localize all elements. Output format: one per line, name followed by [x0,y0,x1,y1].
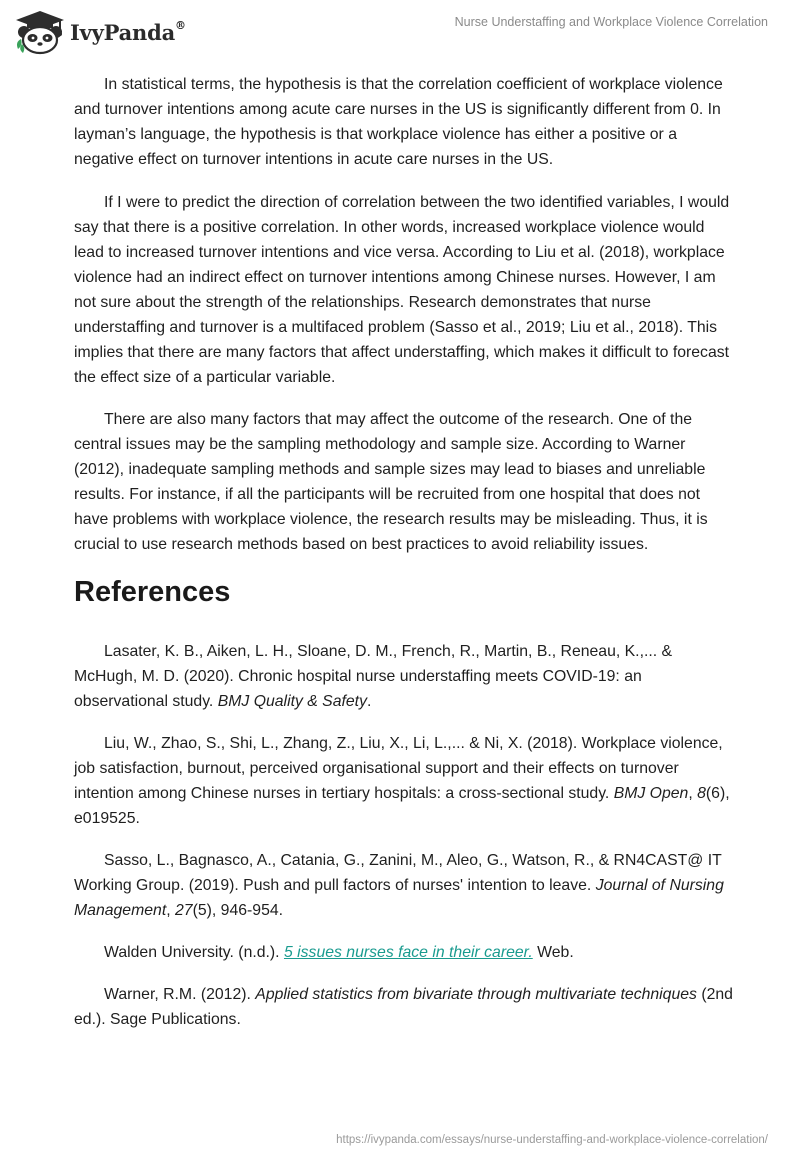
walden-article-link[interactable]: 5 issues nurses face in their career. [283,944,533,961]
document-title: Nurse Understaffing and Workplace Violence Correlation [454,15,768,29]
document-body [74,72,734,1049]
paragraph-factors: There are also many factors that may affect the outcome of the research. One of the central issues may be the sampling methodology and sample size. According to Warner (2012), inadequate sampling methods and sample sizes may lead to biases and unreliable results. For instance, if all the participants will be recruited from one hospital that does not have problems with workplace violence, the research results may be misleading. Thus, it is crucial to use research methods based on best practices to avoid reliability issues. [74,411,708,553]
reference-warner: Warner, R.M. (2012). Applied statistics from bivariate through multivariate techniques (2nd ed.). Sage Publications. [74,986,733,1028]
references-heading: References [74,576,231,608]
paragraph-hypothesis: In statistical terms, the hypothesis is that the correlation coefficient of workplace violence and turnover intentions among acute care nurses in the US is significantly different from 0. In layman’s language, the hypothesis is that workplace violence has either a positive or a negative effect on turnover intentions in acute care nurses in the US. [74,76,723,168]
paragraph-direction: If I were to predict the direction of correlation between the two identified variables, I would say that there is a positive correlation. In other words, increased workplace violence would lead to increased turnover intentions and vice versa. According to Liu et al. (2018), workplace violence had an indirect effect on turnover intentions among Chinese nurses. However, I am not sure about the strength of the relationships. Research demonstrates that nurse understaffing and turnover is a multifaced problem (Sasso et al., 2019; Liu et al., 2018). This implies that there are many factors that affect understaffing, which makes it difficult to forecast the effect size of a particular variable. [74,193,730,386]
reference-walden: Walden University. (n.d.). 5 issues nurses face in their career. Web. [104,944,574,961]
logo-text: IvyPanda® [70,18,186,45]
ivypanda-logo[interactable] [14,9,186,55]
source-url[interactable]: https://ivypanda.com/essays/nurse-understaffing-and-workplace-violence-correlation/ [336,1134,768,1146]
panda-graduation-icon [14,9,66,55]
reference-liu: Liu, W., Zhao, S., Shi, L., Zhang, Z., Liu, X., Li, L.,... & Ni, X. (2018). Workplace violence, job satisfaction, burnout, perceived organisational support and their effects on turnover intention among Chinese nurses in tertiary hospitals: a cross-sectional study. BMJ Open, 8(6), e019525. [74,735,730,827]
reference-lasater: Lasater, K. B., Aiken, L. H., Sloane, D. M., French, R., Martin, B., Reneau, K.,... & McHugh, M. D. (2020). Chronic hospital nurse understaffing meets COVID-19: an observational study. BMJ Quality & Safety. [74,643,673,710]
reference-sasso: Sasso, L., Bagnasco, A., Catania, G., Zanini, M., Aleo, G., Watson, R., & RN4CAST@ IT Working Group. (2019). Push and pull factors of nurses' intention to leave. Journal of Nursing Management, 27(5), 946-954. [74,852,724,919]
page-header [0,0,800,62]
